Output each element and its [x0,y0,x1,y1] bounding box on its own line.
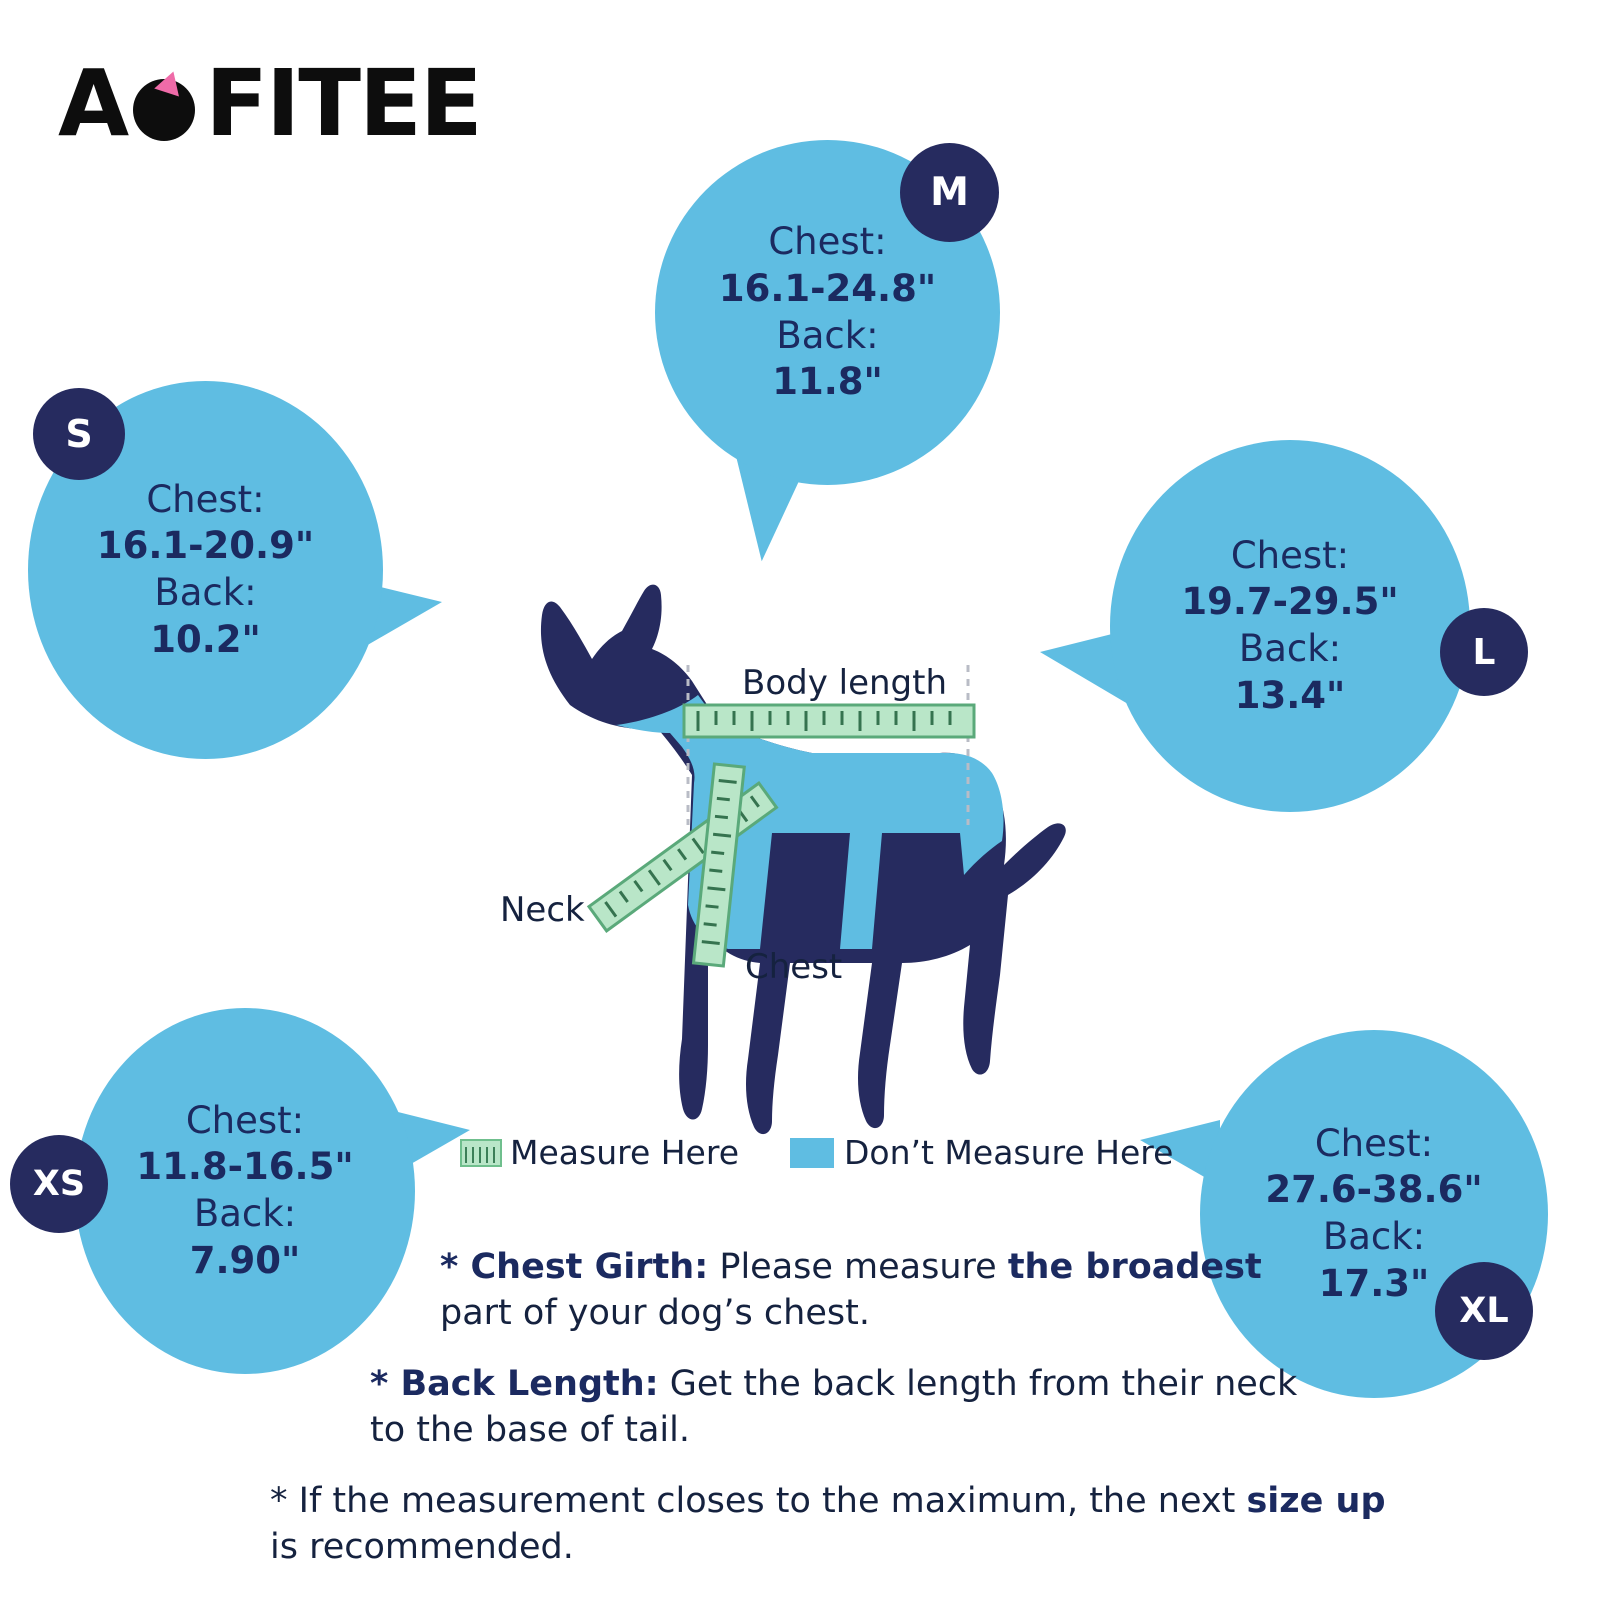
note-back-length-title: * Back Length: [370,1364,659,1404]
chest-value-m: 16.1-24.8" [718,266,937,310]
legend-item-measure-here [460,1133,739,1172]
back-label-l: Back: [1238,627,1342,670]
brand-name-after: FITEE [205,50,481,157]
note-chest-girth-bold: the broadest [1007,1247,1262,1287]
legend-label-measure-here: Measure Here [510,1133,740,1172]
chest-label-xl: Chest: [1314,1121,1434,1165]
chest-label-xs: Chest: [185,1098,305,1142]
legend-item-dont-measure-here [790,1133,1173,1172]
note-back-length [270,1362,1390,1453]
size-badge-s: S [33,388,125,480]
label-body-length: Body length [742,663,948,703]
chest-value-l: 19.7-29.5" [1181,580,1399,624]
back-label-xl: Back: [1322,1215,1426,1258]
note-size-up [270,1479,1390,1570]
back-label-s: Back: [154,571,257,614]
chest-label-l: Chest: [1230,533,1350,577]
chest-label-s: Chest: [146,477,265,521]
note-chest-girth [270,1245,1390,1336]
note-chest-girth-title: * Chest Girth: [440,1247,709,1287]
note-back-length-text: Get the back length from their neck [658,1364,1298,1404]
note-size-up-bold: size up [1246,1481,1386,1521]
label-neck: Neck [500,890,585,930]
legend-label-dont-measure-here: Don’t Measure Here [844,1133,1174,1172]
chest-value-s: 16.1-20.9" [96,524,315,568]
back-label-xs: Back: [193,1192,297,1235]
label-chest: Chest [745,947,843,987]
note-size-up-text: * If the measurement closes to the maximum, the next [270,1481,1247,1521]
blue-swatch-icon [790,1138,834,1168]
brand-name-before: A [58,50,128,157]
brand-logo [58,50,481,157]
back-value-s: 10.2" [150,617,261,661]
note-chest-girth-text: Please measure [708,1247,1008,1287]
legend [460,1133,1180,1185]
note-size-up-text2: is recommended. [270,1526,574,1567]
back-value-m: 11.8" [772,360,883,404]
note-back-length-text2: to the base of tail. [370,1409,690,1450]
tape-measure-icon [460,1139,502,1167]
back-label-m: Back: [776,313,879,357]
chest-value-xl: 27.6-38.6" [1265,1168,1483,1212]
size-badge-xl: XL [1435,1262,1533,1360]
back-value-xs: 7.90" [189,1238,301,1282]
dog-head-icon [127,67,205,145]
size-bubble-l [1110,440,1470,812]
note-chest-girth-text2: part of your dog’s chest. [440,1292,870,1333]
size-badge-l: L [1440,608,1528,696]
notes-block [270,1245,1390,1596]
chest-label-m: Chest: [768,220,887,264]
chest-value-xs: 11.8-16.5" [136,1145,354,1189]
size-badge-m: M [900,143,999,242]
size-badge-xs: XS [10,1135,108,1233]
back-value-xl: 17.3" [1318,1261,1430,1305]
back-value-l: 13.4" [1234,673,1346,717]
